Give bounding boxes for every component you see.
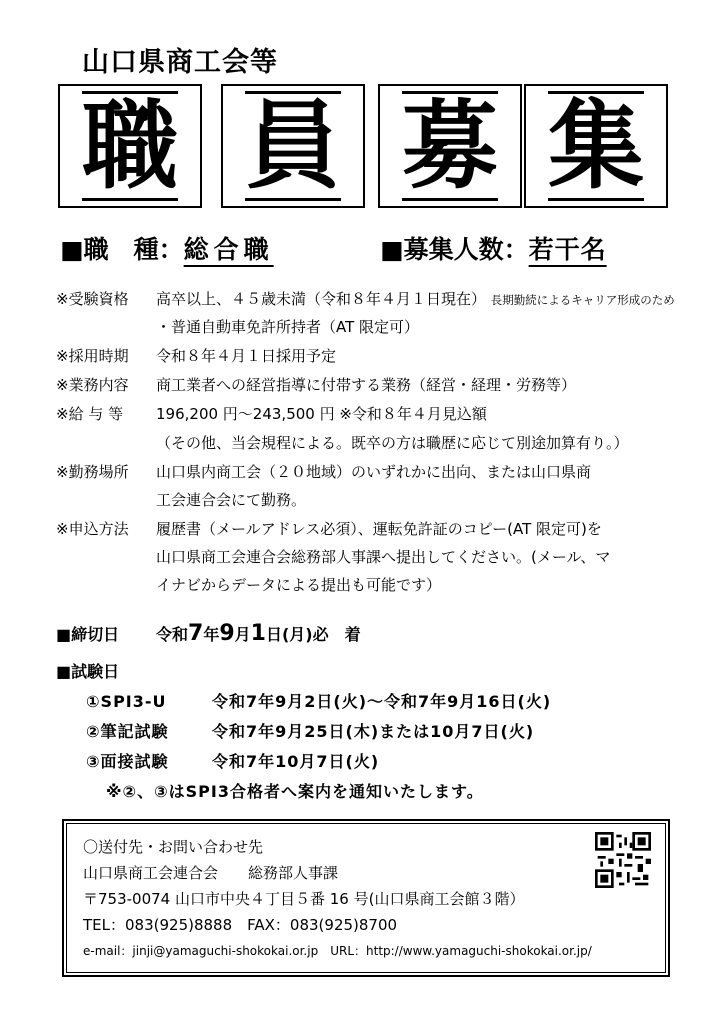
qr-code-icon	[595, 832, 651, 888]
organization-name: 山口県商工会等	[82, 47, 278, 78]
contact-phone: TEL：083(925)8888 FAX：083(925)8700	[83, 916, 398, 934]
title-char-2: 員	[221, 84, 365, 208]
contact-web: e-mail：jinji@yamaguchi-shokokai.or.jp URL：http://www.yamaguchi-shokokai.or.jp/	[83, 944, 592, 958]
contact-org: 山口県商工会連合会 総務部人事課	[83, 864, 339, 882]
exam-heading: ■試験日	[56, 662, 120, 681]
exam-note: ※②、③はSPI3合格者へ案内を通知いたします。	[106, 782, 484, 801]
qualification-note: 長期勤続によるキャリア形成のため	[490, 293, 675, 307]
row-label: ※受験資格	[56, 290, 129, 308]
contact-box	[62, 819, 670, 977]
row-label: ※給 与 等	[56, 405, 124, 423]
contact-address: 〒753-0074 山口市中央４丁目５番 16 号(山口県商工会館３階）	[83, 890, 525, 908]
workplace-line-2: 工会連合会にて勤務。	[156, 491, 307, 509]
deadline: ■締切日 令和7年9月1日(月)必 着	[56, 621, 361, 646]
workplace-row: ※勤務場所 山口県内商工会（２０地域）のいずれかに出向、または山口県商	[56, 463, 592, 481]
recruit-count	[380, 230, 607, 266]
job-description-row: ※業務内容 商工業者への経営指導に付帯する業務（経営・経理・労務等）	[56, 376, 577, 394]
title-char-1: 職	[58, 84, 202, 208]
job-type-value: 総合職	[183, 235, 274, 264]
salary-line-2: （その他、当会規程による。既卒の方は職歴に応じて別途加算有り。）	[156, 434, 629, 452]
start-date-row: ※採用時期 令和８年４月１日採用予定	[56, 347, 337, 365]
exam-item-3: ③面接試験 令和7年10月7日(火)	[86, 752, 380, 771]
row-label: ※業務内容	[56, 376, 129, 394]
application-line-2: 山口県商工会連合会総務部人事課へ提出してください。(メール、マ	[156, 548, 611, 566]
application-row: ※申込方法 履歴書（メールアドレス必須）、運転免許証のコピー(AT 限定可)を	[56, 520, 602, 538]
job-type	[60, 230, 274, 266]
qualification-line-2: ・普通自動車免許所持者（AT 限定可）	[156, 318, 420, 336]
job-type-label: ■職 種：	[60, 235, 184, 264]
contact-heading: 〇送付先・お問い合わせ先	[83, 838, 264, 856]
deadline-label: ■締切日	[56, 625, 120, 644]
recruit-count-label: ■募集人数：	[380, 235, 529, 264]
salary-row: ※給 与 等 196,200 円～243,500 円 ※令和８年４月見込額	[56, 405, 487, 423]
row-label: ※申込方法	[56, 520, 129, 538]
row-label: ※採用時期	[56, 347, 129, 365]
recruit-count-value: 若干名	[528, 235, 607, 264]
exam-item-1: ①SPI3-U 令和7年9月2日(火)～令和7年9月16日(火)	[86, 692, 552, 711]
title-char-3: 募	[378, 84, 522, 208]
application-line-3: イナビからデータによる提出も可能です）	[156, 576, 442, 594]
exam-item-2: ②筆記試験 令和7年9月25日(木)または10月7日(火)	[86, 722, 535, 741]
qualification-row: ※受験資格 高卒以上、４５歳未満（令和８年４月１日現在） 長期勤続によるキャリア形成のため	[56, 290, 675, 308]
row-label: ※勤務場所	[56, 463, 129, 481]
title-char-4: 集	[524, 84, 668, 208]
